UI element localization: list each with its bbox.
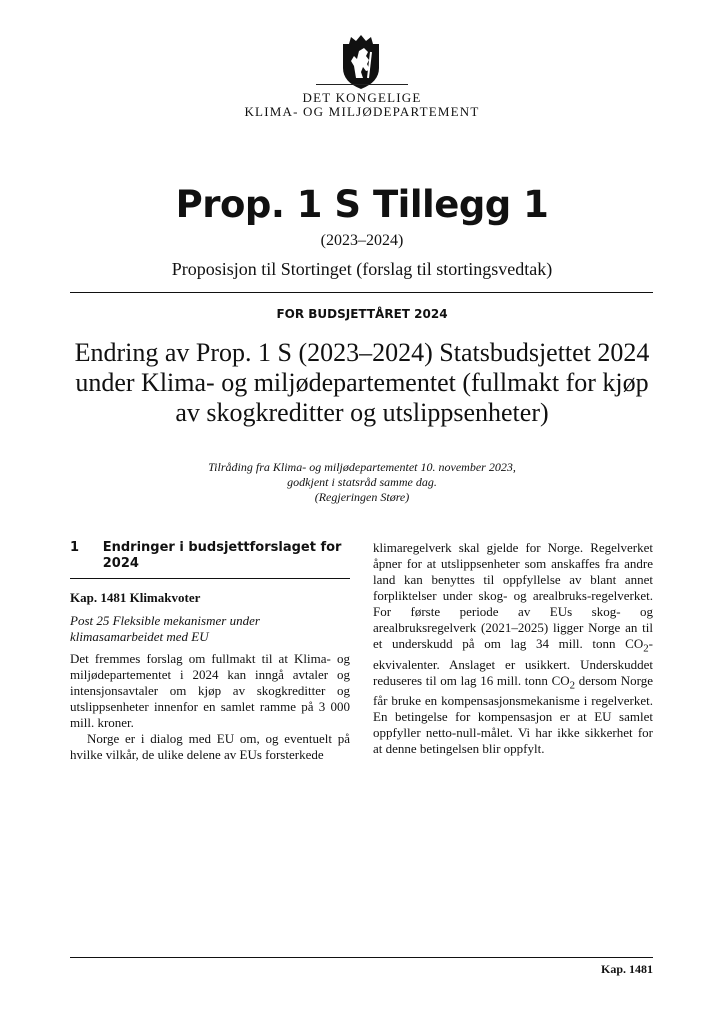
right-column xyxy=(373,540,653,757)
body-paragraph: Norge er i dialog med EU om, og eventuelt på hvilke vilkår, de ulike delene av EUs forsterkede xyxy=(70,731,350,762)
approval-line: Tilråding fra Klima- og miljødepartementet 10. november 2023, xyxy=(208,460,516,474)
footer-chapter-label: Kap. 1481 xyxy=(600,962,653,976)
section-heading xyxy=(70,540,350,572)
department-name-line2: KLIMA- OG MILJØDEPARTEMENT xyxy=(244,104,480,119)
footer-divider xyxy=(70,957,653,958)
department-name-line1: DET KONGELIGE xyxy=(302,90,422,105)
text-run: klimaregelverk skal gjelde for Norge. Regelverket åpner for at utslippsenheter som anskaffes fra andre land kan benyttes til oppfyllelse av blant annet forpliktelser under skog- og arealbruks-regelverket. For første periode av EUs skog- og arealbruksregelverk (2021–2025) ligger Norge an til et underskudd på om lag 34 mill. tonn CO xyxy=(373,540,653,651)
text-run: -ekvivalenter. Anslaget er usikkert. Underskuddet reduseres til om lag 16 mill. tonn CO xyxy=(373,636,653,688)
approval-line: (Regjeringen Støre) xyxy=(314,490,410,504)
session-years: (2023–2024) xyxy=(320,232,404,249)
budget-year-label: FOR BUDSJETTÅRET 2024 xyxy=(276,307,448,321)
document-subtitle: Proposisjon til Stortinget (forslag til stortingsvedtak) xyxy=(171,259,553,279)
body-paragraph: Det fremmes forslag om fullmakt til at Klima- og miljødepartementet i 2024 kan inngå avtaler og intensjonsavtaler om kjøp av skogkreditter og utslippsenheter innenfor en samlet ramme på 3 000 mill. kroner. xyxy=(70,651,350,730)
department-divider xyxy=(316,84,408,85)
chapter-heading: Kap. 1481 Klimakvoter xyxy=(70,590,201,605)
post-heading: Post 25 Fleksible mekanismer under klimasamarbeidet med EU xyxy=(70,613,260,644)
subscript: 2 xyxy=(569,679,576,692)
top-divider xyxy=(70,292,653,293)
approval-block xyxy=(0,460,724,505)
left-column xyxy=(70,540,350,763)
text-run: dersom Norge får bruke en kompensasjonsmekanisme i regelverket. En betingelse for kompensasjon er at EU samlet oppfyller netto-null-målet. Vi har ikke sikkerhet for at denne betingelsen blir oppfylt. xyxy=(373,672,653,757)
body-paragraph xyxy=(373,540,653,757)
section-number: 1 xyxy=(70,540,80,555)
document-title: Prop. 1 S Tillegg 1 xyxy=(175,183,549,226)
section-title: Endringer i budsjettforslaget for 2024 xyxy=(102,540,342,571)
section-divider xyxy=(70,578,350,579)
coat-of-arms-icon xyxy=(337,34,385,90)
subscript: 2 xyxy=(643,642,649,655)
approval-line: godkjent i statsråd samme dag. xyxy=(287,475,437,489)
main-heading: Endring av Prop. 1 S (2023–2024) Statsbudsjettet 2024 under Klima- og miljødepartementet (fullmakt for kjøp av skogkreditter og utslippsenheter) xyxy=(74,338,650,427)
